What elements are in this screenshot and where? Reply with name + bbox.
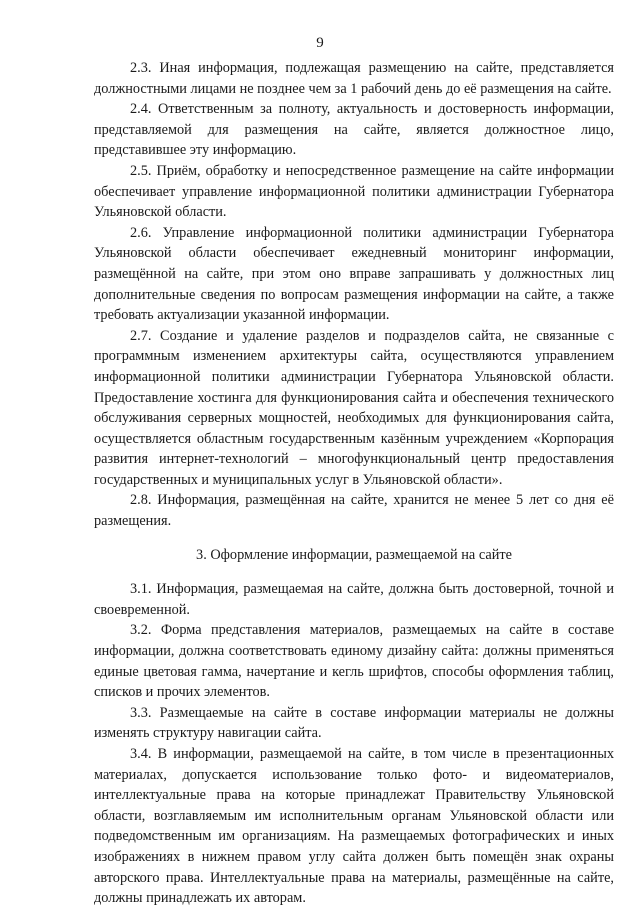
- paragraph-3-4: 3.4. В информации, размещаемой на сайте, в том числе в презентационных материалах, допускается использование только фото- и видеоматериалов, интеллектуальные права на которые принадлежат Правительству Ульяновской области, возглавляемым им исполнительным органам Ульяновской области или подведомственным им организациям. На размещаемых фотографических и иных изображениях в нижнем правом углу сайта должен быть помещён знак охраны авторского права. Интеллектуальные права на материалы, размещённые на сайте, должны принадлежать их авторам.: [94, 746, 614, 907]
- paragraph-3-3: 3.3. Размещаемые на сайте в составе информации материалы не должны изменять структуру навигации сайта.: [94, 704, 614, 742]
- paragraph-3-2: 3.2. Форма представления материалов, размещаемых на сайте в составе информации, должна соответствовать единому дизайну сайта: должны применяться единые цветовая гамма, начертание и кегль шрифтов, способы оформления таблиц, списков и прочих элементов.: [94, 622, 614, 701]
- paragraph-2-5: 2.5. Приём, обработку и непосредственное размещение на сайте информации обеспечивает управление информационной политики администрации Губернатора Ульяновской области.: [94, 162, 614, 221]
- document-body: [94, 58, 614, 909]
- paragraph-2-8: 2.8. Информация, размещённая на сайте, хранится не менее 5 лет со дня её размещения.: [94, 492, 614, 530]
- section-3-heading: 3. Оформление информации, размещаемой на сайте: [196, 546, 512, 563]
- paragraph-2-3: 2.3. Иная информация, подлежащая размещению на сайте, представляется должностными лицами не позднее чем за 1 рабочий день до её размещения на сайте.: [94, 60, 614, 97]
- page-number: 9: [316, 35, 324, 51]
- paragraph-2-4: 2.4. Ответственным за полноту, актуальность и достоверность информации, представляемой для размещения на сайте, является должностное лицо, представившее эту информацию.: [94, 101, 614, 159]
- paragraph-2-7: 2.7. Создание и удаление разделов и подразделов сайта, не связанные с программным изменением архитектуры сайта, осуществляются управлением информационной политики администрации Губернатора Ульяновской области. Предоставление хостинга для функционирования сайта и обеспечения технического обслуживания серверных мощностей, необходимых для функционирования сайта, осуществляется областным государственным казённым учреждением «Корпорация развития интернет-технологий – многофункциональный центр предоставления государственных и муниципальных услуг в Ульяновской области».: [94, 327, 614, 488]
- paragraph-2-6: 2.6. Управление информационной политики администрации Губернатора Ульяновской области обеспечивает ежедневный мониторинг информации, размещённой на сайте, при этом оно вправе запрашивать у должностных лиц дополнительные сведения по вопросам размещения информации на сайте, а также требовать актуализации указанной информации.: [94, 224, 614, 324]
- paragraph-3-1: 3.1. Информация, размещаемая на сайте, должна быть достоверной, точной и своевременной.: [94, 581, 614, 618]
